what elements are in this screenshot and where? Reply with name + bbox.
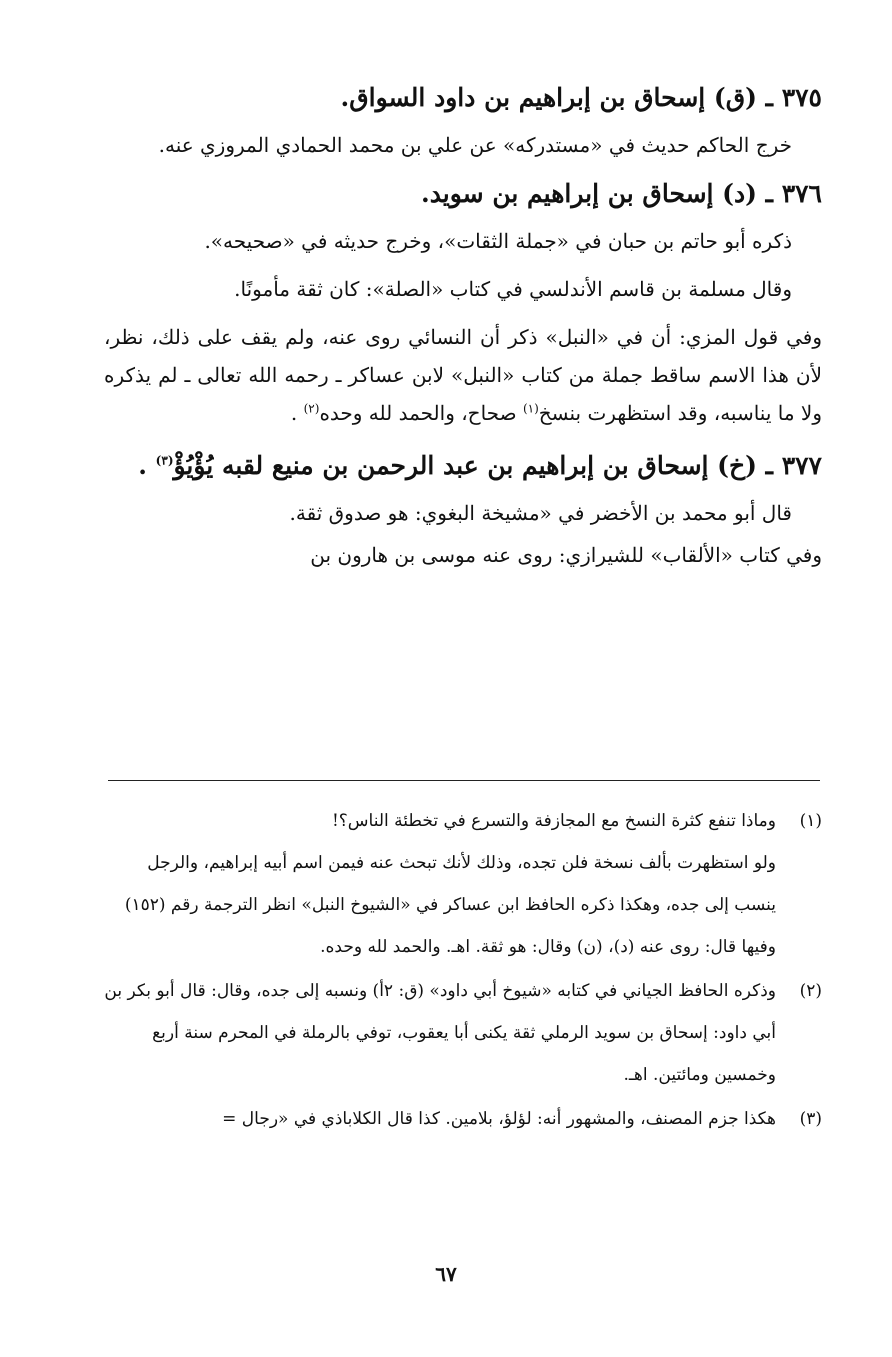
- footnote-separator: [108, 780, 820, 781]
- page-number: ٦٧: [435, 1262, 457, 1286]
- entry-377-paragraph-1: قال أبو محمد بن الأخضر في «مشيخة البغوي: هو صدوق ثقة.: [289, 501, 792, 525]
- entry-376-paragraph-1: ذكره أبو حاتم بن حبان في «جملة الثقات»، وخرج حديثه في «صحيحه».: [204, 229, 792, 253]
- footnote-1: [104, 800, 822, 968]
- entry-377-heading: [104, 446, 822, 486]
- entry-375-paragraph: خرج الحاكم حديث في «مستدركه» عن علي بن محمد الحمادي المروزي عنه.: [158, 133, 792, 157]
- entry-376-paragraph-3-text: وفي قول المزي: أن في «النبل» ذكر أن النسائي روى عنه، ولم يقف على ذلك، نظر، لأن هذا الاسم ساقط جملة من كتاب «النبل» لابن عساكر ـ رحمه الله تعالى ـ لم يذكره ولا ما يناسبه، وقد استظهرت بنسخ: [104, 325, 822, 425]
- entry-377-heading-text: ٣٧٧ ـ (خ) إسحاق بن إبراهيم بن عبد الرحمن بن منيع لقبه يُؤْيُؤْ: [173, 451, 822, 480]
- footnote-3: [104, 1098, 822, 1140]
- footnote-ref-3: (٣): [155, 453, 174, 468]
- footnotes: [104, 800, 822, 1142]
- footnote-1-line-2: ولو استظهرت بألف نسخة فلن تجده، وذلك لأنك تبحث عنه فيمن اسم أبيه إبراهيم، والرجل ينسب إلى جده، وهكذا ذكره الحافظ ابن عساكر في «الشيوخ النبل» انظر الترجمة رقم (١٥٢) وفيها قال: روى عنه (د)، (ن) وقال: هو ثقة. اهـ. والحمد لله وحده.: [124, 853, 776, 957]
- entry-375-heading: ٣٧٥ ـ (ق) إسحاق بن إبراهيم بن داود السواق.: [340, 83, 822, 112]
- footnote-2-text: [104, 970, 776, 1096]
- footnote-2: [104, 970, 822, 1096]
- footnote-1-line-1: وماذا تنفع كثرة النسخ مع المجازفة والتسرع في تخطئة الناس؟!: [331, 811, 776, 831]
- main-text: [104, 78, 822, 578]
- footnote-3-number: (٣): [799, 1109, 822, 1129]
- footnote-3-line-1: هكذا جزم المصنف، والمشهور أنه: لؤلؤ، بلامين. كذا قال الكلاباذي في «رجال =: [222, 1109, 776, 1129]
- entry-376-paragraph-2: وقال مسلمة بن قاسم الأندلسي في كتاب «الصلة»: كان ثقة مأمونًا.: [234, 277, 792, 301]
- footnote-3-text: [104, 1098, 776, 1140]
- entry-376-paragraph-3-period: .: [290, 401, 298, 425]
- entry-376-paragraph-3: [104, 318, 822, 432]
- entry-376-heading: ٣٧٦ ـ (د) إسحاق بن إبراهيم بن سويد.: [420, 179, 822, 208]
- entry-377-paragraph-2: وفي كتاب «الألقاب» للشيرازي: روى عنه موسى بن هارون بن: [310, 543, 822, 567]
- footnote-2-number: (٢): [799, 981, 822, 1001]
- footnote-ref-2: (٢): [303, 401, 320, 416]
- footnote-1-number: (١): [799, 811, 822, 831]
- footnote-ref-1: (١): [522, 401, 539, 416]
- footnote-2-line-1: وذكره الحافظ الجياني في كتابه «شيوخ أبي داود» (ق: ٢أ) ونسبه إلى جده، وقال: قال أبو بكر بن أبي داود: إسحاق بن سويد الرملي ثقة يكنى أبا يعقوب، توفي بالرملة في المحرم سنة أربع وخمسين ومائتين. اهـ.: [104, 981, 776, 1085]
- entry-376-paragraph-3-end: صحاح، والحمد لله وحده: [319, 401, 517, 425]
- footnote-1-text: [104, 800, 776, 968]
- entry-377-heading-period: .: [138, 451, 147, 480]
